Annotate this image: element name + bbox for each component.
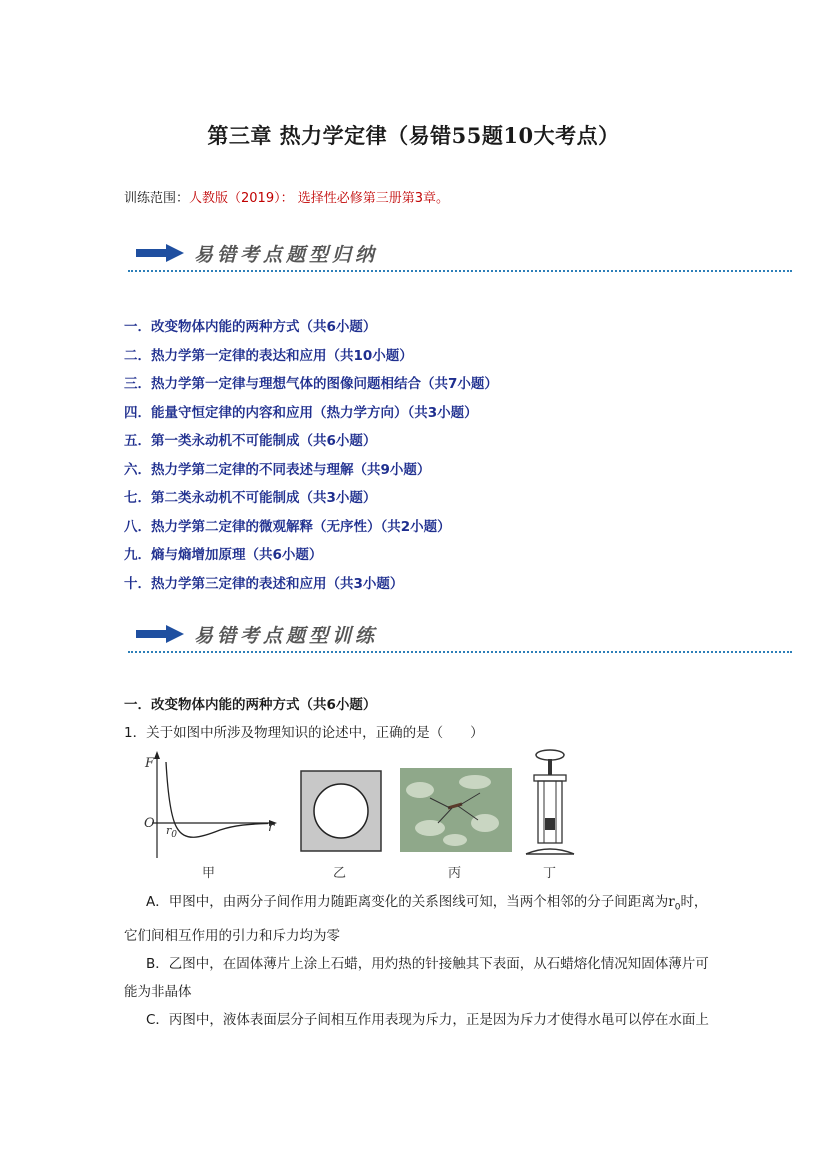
document-title: 第三章 热力学定律（易错55题10大考点） xyxy=(207,123,620,148)
option-c: C．丙图中，液体表面层分子间相互作用表现为斥力，正是因为斥力才使得水黾可以停在水面上 xyxy=(146,1011,709,1028)
topic-item: 四．能量守恒定律的内容和应用（热力学方向）（共3小题） xyxy=(124,404,478,421)
r0-letter: r xyxy=(166,824,172,837)
banner-summary-text: 易错考点题型归纳 xyxy=(194,244,379,266)
scope-value: 人教版（2019）： 选择性必修第三册第3章。 xyxy=(189,191,450,206)
banner-practice xyxy=(128,617,792,653)
topic-item: 十．热力学第三定律的表述和应用（共3小题） xyxy=(124,575,404,592)
topic-item: 六．热力学第二定律的不同表述与理解（共9小题） xyxy=(124,461,431,478)
answer-options xyxy=(124,888,709,1034)
axis-label-f: F xyxy=(145,756,155,771)
scope-label: 训练范围： xyxy=(124,191,190,206)
topic-item: 九．熵与熵增加原理（共6小题） xyxy=(124,547,323,563)
option-a-r: r xyxy=(668,894,675,910)
r0-label xyxy=(166,824,177,840)
training-scope xyxy=(124,187,449,206)
option-a-text: A．甲图中，由两分子间作用力随距离变化的关系图线可知，当两个相邻的分子间距离为 xyxy=(146,894,669,910)
section-heading: 一．改变物体内能的两种方式（共6小题） xyxy=(124,697,377,713)
option-a-text-end: 时，它们间相互作用的引力和斥力均为零 xyxy=(124,894,708,944)
option-a-subscript: 0 xyxy=(674,902,681,913)
option-b: B．乙图中，在固体薄片上涂上石蜡，用灼热的针接触其下表面，从石蜡熔化情况知固体薄片可能为非晶体 xyxy=(124,955,709,1000)
force-distance-graph xyxy=(140,748,280,863)
r0-subscript: 0 xyxy=(171,830,177,841)
topic-item: 七．第二类永动机不可能制成（共3小题） xyxy=(124,490,377,506)
topic-item: 五．第一类永动机不可能制成（共6小题） xyxy=(124,433,377,449)
divider xyxy=(128,651,792,653)
option-a xyxy=(124,888,709,950)
topic-item: 一．改变物体内能的两种方式（共6小题） xyxy=(124,319,377,335)
arrow-right-icon xyxy=(136,244,184,262)
question-figure xyxy=(140,748,720,883)
apparatus-image xyxy=(520,748,580,860)
figure-label: 丙 xyxy=(448,866,462,881)
topic-item: 八．热力学第二定律的微观解释（无序性）（共2小题） xyxy=(124,518,451,535)
figure-label: 甲 xyxy=(202,866,216,881)
banner-practice-text: 易错考点题型训练 xyxy=(194,625,379,647)
topic-item: 三．热力学第一定律与理想气体的图像问题相结合（共7小题） xyxy=(124,376,498,392)
figure-label: 丁 xyxy=(543,866,557,881)
axis-label-r: r xyxy=(268,820,275,835)
divider xyxy=(128,270,792,272)
figure-label: 乙 xyxy=(333,866,347,881)
wax-plate-image xyxy=(300,770,382,852)
axis-label-origin: O xyxy=(144,816,155,831)
banner-summary xyxy=(128,236,792,272)
question-stem: 1．关于如图中所涉及物理知识的论述中，正确的是（ ） xyxy=(124,725,484,741)
water-strider-photo xyxy=(400,768,512,852)
topic-item: 二．热力学第一定律的表达和应用（共10小题） xyxy=(124,347,413,364)
topic-list xyxy=(124,318,498,603)
arrow-right-icon xyxy=(136,625,184,643)
